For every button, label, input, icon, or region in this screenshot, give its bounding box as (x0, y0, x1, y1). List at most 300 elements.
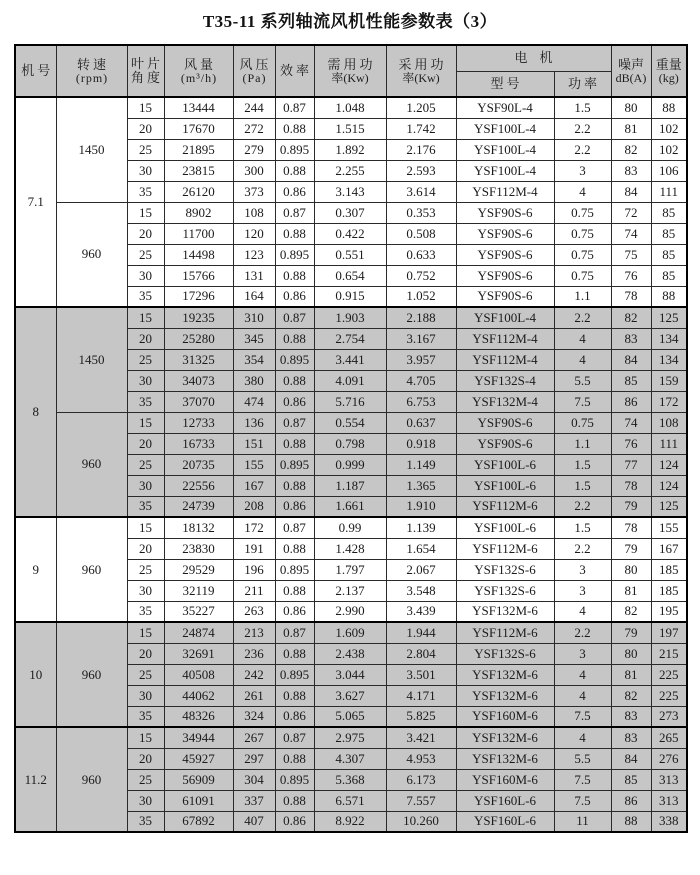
cell-machine-no: 9 (15, 517, 56, 622)
cell-weight: 313 (651, 769, 687, 790)
cell-pressure: 297 (233, 748, 275, 769)
cell-blade-angle: 25 (127, 664, 164, 685)
cell-efficiency: 0.88 (275, 643, 314, 664)
cell-motor-model: YSF132M-6 (456, 664, 554, 685)
cell-blade-angle: 15 (127, 97, 164, 118)
cell-efficiency: 0.87 (275, 727, 314, 748)
cell-rpm: 960 (56, 412, 127, 517)
cell-required-power: 1.892 (314, 139, 386, 160)
cell-motor-power: 5.5 (554, 748, 611, 769)
cell-noise: 86 (611, 790, 651, 811)
cell-required-power: 5.368 (314, 769, 386, 790)
cell-adopted-power: 4.705 (386, 370, 456, 391)
cell-pressure: 304 (233, 769, 275, 790)
cell-weight: 197 (651, 622, 687, 643)
cell-motor-model: YSF90S-6 (456, 433, 554, 454)
cell-motor-power: 1.5 (554, 475, 611, 496)
cell-motor-power: 1.5 (554, 97, 611, 118)
cell-motor-model: YSF160L-6 (456, 811, 554, 832)
cell-blade-angle: 20 (127, 118, 164, 139)
cell-required-power: 5.065 (314, 706, 386, 727)
cell-efficiency: 0.86 (275, 601, 314, 622)
cell-blade-angle: 35 (127, 181, 164, 202)
cell-pressure: 267 (233, 727, 275, 748)
cell-airflow: 19235 (164, 307, 233, 328)
cell-motor-power: 0.75 (554, 223, 611, 244)
cell-motor-model: YSF90L-4 (456, 97, 554, 118)
cell-noise: 72 (611, 202, 651, 223)
cell-efficiency: 0.895 (275, 244, 314, 265)
cell-efficiency: 0.86 (275, 391, 314, 412)
cell-adopted-power: 1.910 (386, 496, 456, 517)
cell-adopted-power: 2.804 (386, 643, 456, 664)
cell-efficiency: 0.87 (275, 517, 314, 538)
cell-noise: 74 (611, 223, 651, 244)
cell-adopted-power: 0.508 (386, 223, 456, 244)
cell-machine-no: 10 (15, 622, 56, 727)
cell-rpm: 1450 (56, 97, 127, 202)
cell-weight: 85 (651, 244, 687, 265)
cell-pressure: 310 (233, 307, 275, 328)
cell-airflow: 32691 (164, 643, 233, 664)
cell-adopted-power: 10.260 (386, 811, 456, 832)
cell-blade-angle: 25 (127, 559, 164, 580)
cell-efficiency: 0.86 (275, 811, 314, 832)
cell-efficiency: 0.88 (275, 748, 314, 769)
cell-airflow: 12733 (164, 412, 233, 433)
col-header-machine-no (15, 45, 56, 97)
cell-efficiency: 0.88 (275, 433, 314, 454)
cell-motor-power: 0.75 (554, 412, 611, 433)
cell-required-power: 4.307 (314, 748, 386, 769)
cell-weight: 88 (651, 97, 687, 118)
cell-airflow: 24739 (164, 496, 233, 517)
page-title: T35-11 系列轴流风机性能参数表（3） (202, 12, 498, 31)
cell-motor-power: 2.2 (554, 496, 611, 517)
cell-motor-power: 4 (554, 328, 611, 349)
cell-motor-model: YSF132S-6 (456, 559, 554, 580)
cell-motor-power: 4 (554, 685, 611, 706)
cell-motor-power: 1.1 (554, 286, 611, 307)
cell-efficiency: 0.87 (275, 412, 314, 433)
cell-required-power: 2.438 (314, 643, 386, 664)
cell-motor-model: YSF100L-6 (456, 475, 554, 496)
cell-motor-power: 7.5 (554, 790, 611, 811)
cell-pressure: 407 (233, 811, 275, 832)
cell-motor-model: YSF90S-6 (456, 223, 554, 244)
col-header-adopted-power: 采用功 率(Kw) (386, 45, 456, 97)
cell-noise: 88 (611, 811, 651, 832)
cell-pressure: 108 (233, 202, 275, 223)
cell-required-power: 2.975 (314, 727, 386, 748)
cell-noise: 80 (611, 559, 651, 580)
cell-motor-model: YSF160M-6 (456, 769, 554, 790)
cell-blade-angle: 25 (127, 454, 164, 475)
cell-pressure: 151 (233, 433, 275, 454)
cell-airflow: 29529 (164, 559, 233, 580)
cell-pressure: 196 (233, 559, 275, 580)
cell-motor-power: 4 (554, 181, 611, 202)
col-header-motor-model: 型号 (456, 71, 554, 97)
cell-adopted-power: 1.365 (386, 475, 456, 496)
cell-rpm: 1450 (56, 307, 127, 412)
cell-noise: 82 (611, 307, 651, 328)
cell-weight: 313 (651, 790, 687, 811)
col-header-blade-angle: 叶片 角度 (127, 45, 164, 97)
cell-efficiency: 0.86 (275, 286, 314, 307)
cell-airflow: 67892 (164, 811, 233, 832)
cell-required-power: 0.99 (314, 517, 386, 538)
col-header-machine-no-label: 机号 (21, 63, 54, 78)
cell-airflow: 34073 (164, 370, 233, 391)
cell-airflow: 17296 (164, 286, 233, 307)
cell-noise: 78 (611, 475, 651, 496)
cell-airflow: 40508 (164, 664, 233, 685)
cell-efficiency: 0.895 (275, 664, 314, 685)
cell-blade-angle: 20 (127, 643, 164, 664)
cell-efficiency: 0.895 (275, 349, 314, 370)
cell-required-power: 1.903 (314, 307, 386, 328)
cell-blade-angle: 35 (127, 391, 164, 412)
cell-pressure: 123 (233, 244, 275, 265)
cell-adopted-power: 3.548 (386, 580, 456, 601)
cell-required-power: 6.571 (314, 790, 386, 811)
cell-noise: 75 (611, 244, 651, 265)
cell-noise: 82 (611, 139, 651, 160)
cell-airflow: 45927 (164, 748, 233, 769)
cell-blade-angle: 20 (127, 223, 164, 244)
cell-blade-angle: 35 (127, 601, 164, 622)
cell-motor-model: YSF112M-6 (456, 538, 554, 559)
cell-weight: 185 (651, 580, 687, 601)
cell-blade-angle: 35 (127, 811, 164, 832)
cell-blade-angle: 35 (127, 286, 164, 307)
cell-required-power: 8.922 (314, 811, 386, 832)
cell-noise: 80 (611, 97, 651, 118)
cell-airflow: 13444 (164, 97, 233, 118)
cell-blade-angle: 15 (127, 412, 164, 433)
cell-required-power: 0.654 (314, 265, 386, 286)
cell-airflow: 20735 (164, 454, 233, 475)
cell-airflow: 17670 (164, 118, 233, 139)
cell-motor-power: 2.2 (554, 538, 611, 559)
cell-noise: 78 (611, 517, 651, 538)
cell-blade-angle: 15 (127, 202, 164, 223)
cell-required-power: 2.255 (314, 160, 386, 181)
cell-motor-power: 7.5 (554, 769, 611, 790)
cell-pressure: 373 (233, 181, 275, 202)
cell-noise: 78 (611, 286, 651, 307)
cell-blade-angle: 35 (127, 496, 164, 517)
cell-airflow: 35227 (164, 601, 233, 622)
cell-adopted-power: 0.752 (386, 265, 456, 286)
cell-pressure: 236 (233, 643, 275, 664)
cell-efficiency: 0.88 (275, 790, 314, 811)
cell-motor-power: 3 (554, 643, 611, 664)
cell-motor-model: YSF160L-6 (456, 790, 554, 811)
cell-required-power: 3.143 (314, 181, 386, 202)
cell-motor-model: YSF100L-6 (456, 454, 554, 475)
cell-airflow: 44062 (164, 685, 233, 706)
cell-pressure: 120 (233, 223, 275, 244)
cell-airflow: 24874 (164, 622, 233, 643)
cell-efficiency: 0.87 (275, 307, 314, 328)
cell-weight: 85 (651, 202, 687, 223)
cell-blade-angle: 30 (127, 790, 164, 811)
cell-efficiency: 0.895 (275, 559, 314, 580)
cell-efficiency: 0.86 (275, 496, 314, 517)
cell-weight: 338 (651, 811, 687, 832)
cell-pressure: 208 (233, 496, 275, 517)
cell-motor-power: 0.75 (554, 244, 611, 265)
cell-adopted-power: 6.753 (386, 391, 456, 412)
cell-efficiency: 0.86 (275, 181, 314, 202)
cell-pressure: 136 (233, 412, 275, 433)
cell-pressure: 164 (233, 286, 275, 307)
cell-weight: 265 (651, 727, 687, 748)
cell-weight: 134 (651, 328, 687, 349)
table-body (15, 97, 687, 832)
cell-motor-power: 11 (554, 811, 611, 832)
cell-blade-angle: 20 (127, 328, 164, 349)
cell-pressure: 263 (233, 601, 275, 622)
cell-required-power: 1.187 (314, 475, 386, 496)
cell-efficiency: 0.88 (275, 160, 314, 181)
cell-airflow: 21895 (164, 139, 233, 160)
cell-pressure: 172 (233, 517, 275, 538)
cell-weight: 185 (651, 559, 687, 580)
cell-efficiency: 0.86 (275, 706, 314, 727)
cell-adopted-power: 1.149 (386, 454, 456, 475)
cell-required-power: 2.990 (314, 601, 386, 622)
table-row (15, 622, 687, 643)
table-row (15, 412, 687, 433)
header-row-1 (15, 45, 687, 71)
cell-weight: 102 (651, 139, 687, 160)
cell-noise: 82 (611, 685, 651, 706)
cell-pressure: 272 (233, 118, 275, 139)
cell-airflow: 32119 (164, 580, 233, 601)
cell-blade-angle: 15 (127, 517, 164, 538)
cell-motor-model: YSF90S-6 (456, 202, 554, 223)
cell-efficiency: 0.88 (275, 475, 314, 496)
cell-required-power: 2.137 (314, 580, 386, 601)
cell-required-power: 4.091 (314, 370, 386, 391)
cell-adopted-power: 6.173 (386, 769, 456, 790)
cell-weight: 155 (651, 517, 687, 538)
cell-adopted-power: 0.918 (386, 433, 456, 454)
cell-required-power: 3.441 (314, 349, 386, 370)
cell-motor-power: 2.2 (554, 307, 611, 328)
cell-blade-angle: 30 (127, 370, 164, 391)
cell-required-power: 0.554 (314, 412, 386, 433)
cell-adopted-power: 2.593 (386, 160, 456, 181)
cell-adopted-power: 1.205 (386, 97, 456, 118)
cell-efficiency: 0.88 (275, 370, 314, 391)
cell-pressure: 242 (233, 664, 275, 685)
table-row (15, 97, 687, 118)
cell-noise: 80 (611, 643, 651, 664)
cell-pressure: 155 (233, 454, 275, 475)
col-header-pressure: 风压 (Pa) (233, 45, 275, 97)
cell-required-power: 3.627 (314, 685, 386, 706)
cell-blade-angle: 15 (127, 622, 164, 643)
cell-required-power: 0.999 (314, 454, 386, 475)
cell-noise: 81 (611, 118, 651, 139)
cell-motor-model: YSF132M-6 (456, 685, 554, 706)
cell-noise: 82 (611, 601, 651, 622)
cell-efficiency: 0.88 (275, 223, 314, 244)
cell-motor-model: YSF90S-6 (456, 286, 554, 307)
cell-pressure: 167 (233, 475, 275, 496)
cell-efficiency: 0.88 (275, 538, 314, 559)
cell-blade-angle: 30 (127, 475, 164, 496)
cell-required-power: 1.515 (314, 118, 386, 139)
cell-efficiency: 0.87 (275, 202, 314, 223)
cell-airflow: 61091 (164, 790, 233, 811)
cell-airflow: 31325 (164, 349, 233, 370)
cell-efficiency: 0.895 (275, 454, 314, 475)
cell-noise: 76 (611, 433, 651, 454)
col-header-required-power: 需用功 率(Kw) (314, 45, 386, 97)
cell-blade-angle: 20 (127, 433, 164, 454)
cell-weight: 125 (651, 496, 687, 517)
cell-motor-model: YSF112M-4 (456, 181, 554, 202)
cell-motor-power: 4 (554, 349, 611, 370)
cell-noise: 84 (611, 748, 651, 769)
cell-motor-model: YSF100L-4 (456, 307, 554, 328)
cell-motor-power: 4 (554, 727, 611, 748)
cell-weight: 167 (651, 538, 687, 559)
cell-pressure: 300 (233, 160, 275, 181)
cell-blade-angle: 30 (127, 580, 164, 601)
cell-noise: 83 (611, 328, 651, 349)
cell-motor-model: YSF132M-4 (456, 391, 554, 412)
cell-noise: 83 (611, 160, 651, 181)
cell-blade-angle: 30 (127, 265, 164, 286)
cell-machine-no: 8 (15, 307, 56, 517)
cell-motor-model: YSF132M-6 (456, 601, 554, 622)
cell-noise: 81 (611, 580, 651, 601)
cell-weight: 111 (651, 181, 687, 202)
cell-weight: 225 (651, 685, 687, 706)
cell-airflow: 18132 (164, 517, 233, 538)
cell-pressure: 345 (233, 328, 275, 349)
cell-weight: 88 (651, 286, 687, 307)
cell-motor-power: 2.2 (554, 622, 611, 643)
cell-noise: 81 (611, 664, 651, 685)
cell-blade-angle: 15 (127, 727, 164, 748)
cell-weight: 124 (651, 475, 687, 496)
cell-efficiency: 0.88 (275, 265, 314, 286)
cell-motor-power: 4 (554, 601, 611, 622)
cell-weight: 125 (651, 307, 687, 328)
cell-adopted-power: 1.052 (386, 286, 456, 307)
cell-noise: 85 (611, 769, 651, 790)
cell-required-power: 1.797 (314, 559, 386, 580)
cell-motor-model: YSF132S-4 (456, 370, 554, 391)
cell-weight: 225 (651, 664, 687, 685)
cell-noise: 84 (611, 349, 651, 370)
cell-adopted-power: 2.176 (386, 139, 456, 160)
col-header-motor-power: 功率 (554, 71, 611, 97)
cell-adopted-power: 3.957 (386, 349, 456, 370)
cell-motor-power: 7.5 (554, 706, 611, 727)
cell-efficiency: 0.87 (275, 97, 314, 118)
cell-adopted-power: 2.188 (386, 307, 456, 328)
cell-weight: 134 (651, 349, 687, 370)
cell-motor-model: YSF100L-4 (456, 160, 554, 181)
cell-noise: 79 (611, 538, 651, 559)
cell-motor-power: 3 (554, 559, 611, 580)
cell-adopted-power: 4.171 (386, 685, 456, 706)
cell-motor-power: 7.5 (554, 391, 611, 412)
cell-motor-model: YSF100L-4 (456, 139, 554, 160)
cell-pressure: 211 (233, 580, 275, 601)
cell-airflow: 56909 (164, 769, 233, 790)
col-header-airflow: 风量 (m³/h) (164, 45, 233, 97)
cell-rpm: 960 (56, 202, 127, 307)
cell-airflow: 26120 (164, 181, 233, 202)
cell-motor-power: 2.2 (554, 118, 611, 139)
cell-noise: 77 (611, 454, 651, 475)
table-header (15, 45, 687, 97)
cell-weight: 106 (651, 160, 687, 181)
cell-blade-angle: 35 (127, 706, 164, 727)
cell-adopted-power: 3.421 (386, 727, 456, 748)
cell-blade-angle: 20 (127, 748, 164, 769)
cell-motor-model: YSF132M-6 (456, 748, 554, 769)
col-header-noise: 噪声 dB(A) (611, 45, 651, 97)
cell-motor-power: 1.5 (554, 517, 611, 538)
cell-efficiency: 0.895 (275, 139, 314, 160)
cell-noise: 86 (611, 391, 651, 412)
cell-required-power: 2.754 (314, 328, 386, 349)
cell-blade-angle: 30 (127, 685, 164, 706)
cell-noise: 79 (611, 496, 651, 517)
cell-weight: 215 (651, 643, 687, 664)
cell-weight: 85 (651, 223, 687, 244)
cell-efficiency: 0.88 (275, 118, 314, 139)
cell-efficiency: 0.88 (275, 685, 314, 706)
cell-rpm: 960 (56, 622, 127, 727)
cell-weight: 108 (651, 412, 687, 433)
cell-pressure: 261 (233, 685, 275, 706)
cell-airflow: 23815 (164, 160, 233, 181)
cell-required-power: 1.048 (314, 97, 386, 118)
cell-blade-angle: 25 (127, 769, 164, 790)
cell-motor-model: YSF90S-6 (456, 265, 554, 286)
cell-airflow: 8902 (164, 202, 233, 223)
cell-blade-angle: 25 (127, 139, 164, 160)
cell-motor-power: 4 (554, 664, 611, 685)
cell-motor-power: 3 (554, 580, 611, 601)
cell-adopted-power: 0.353 (386, 202, 456, 223)
cell-pressure: 213 (233, 622, 275, 643)
cell-weight: 276 (651, 748, 687, 769)
cell-required-power: 1.661 (314, 496, 386, 517)
cell-pressure: 279 (233, 139, 275, 160)
cell-weight: 102 (651, 118, 687, 139)
cell-noise: 83 (611, 706, 651, 727)
cell-blade-angle: 15 (127, 307, 164, 328)
cell-airflow: 11700 (164, 223, 233, 244)
table-row (15, 727, 687, 748)
cell-motor-model: YSF132M-6 (456, 727, 554, 748)
cell-required-power: 5.716 (314, 391, 386, 412)
cell-noise: 83 (611, 727, 651, 748)
cell-airflow: 22556 (164, 475, 233, 496)
